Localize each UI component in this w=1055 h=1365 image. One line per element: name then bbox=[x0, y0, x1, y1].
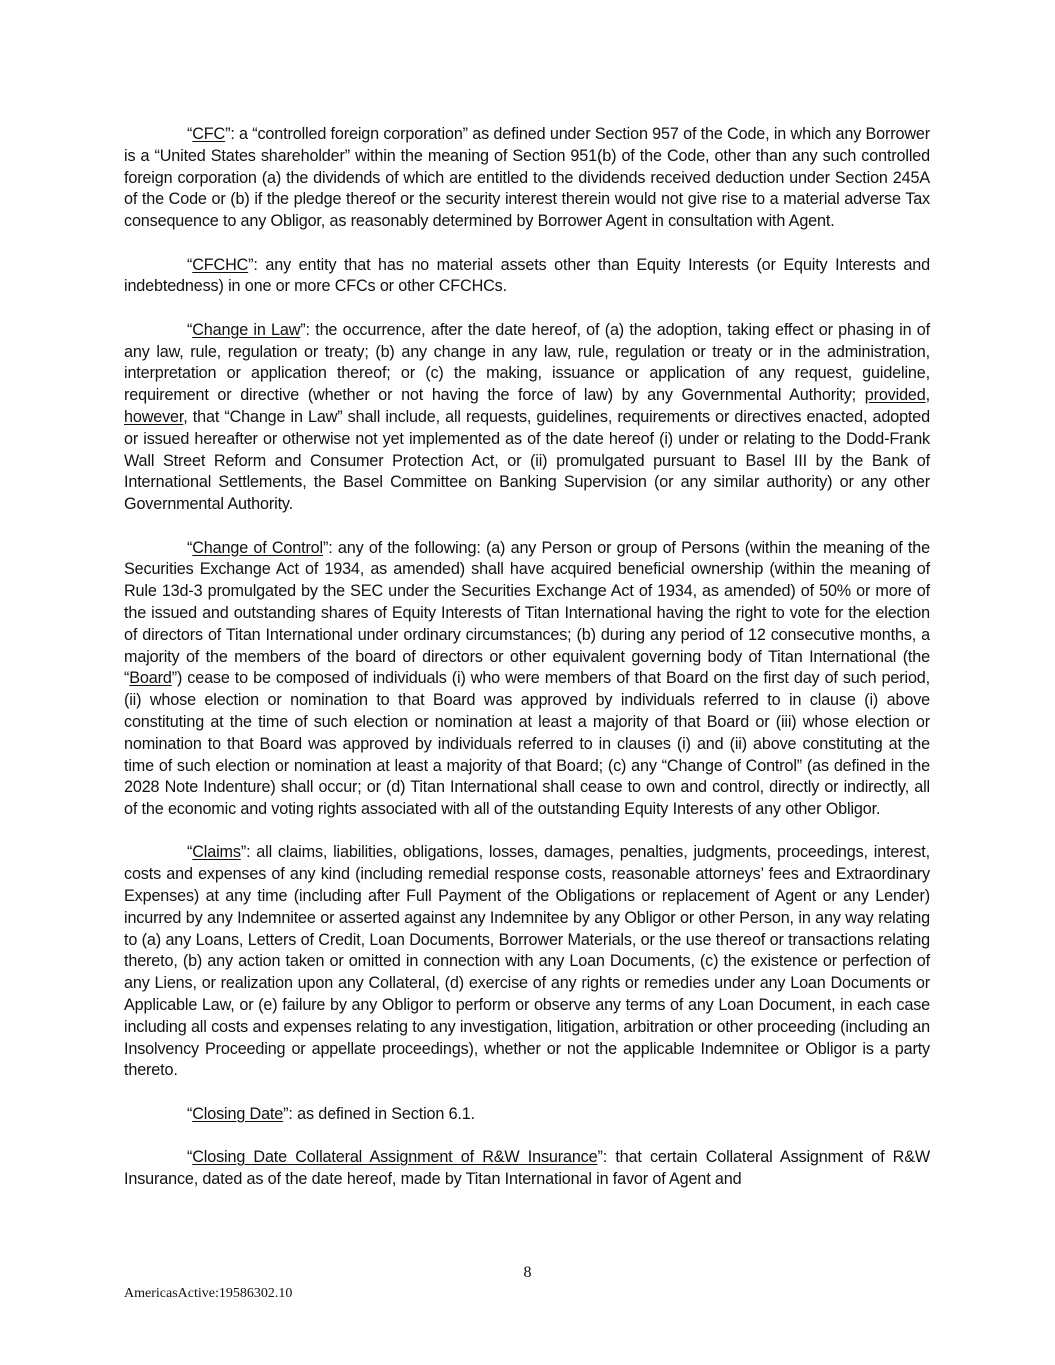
defined-term: Change of Control bbox=[192, 538, 323, 557]
defined-term-board: Board bbox=[129, 669, 172, 688]
document-body bbox=[124, 124, 930, 1212]
open-quote: “ bbox=[187, 255, 193, 274]
definition-closing-date bbox=[124, 1104, 930, 1126]
definition-text-continued: ”) cease to be composed of individuals (i) who were members of that Board on the first day of such period, (ii) whose election or nomination to that Board was approved by individuals referred to in clause (i) above constituting at the time of such election or nomination at least a majority of that Board or (iii) whose election or nomination to that Board was approved by individuals referred to in clauses (i) and (ii) above constituting at the time of such election or nomination at least a majority of that Board; (c) any “Change of Control” (as defined in the 2028 Note Indenture) shall occur; or (d) Titan International shall cease to own and control, directly or indirectly, all of the economic and voting rights associated with all of the outstanding Equity Interests of any other Obligor. bbox=[124, 669, 930, 819]
defined-term: CFCHC bbox=[192, 255, 249, 274]
definition-claims bbox=[124, 842, 930, 1082]
close-quote: ” bbox=[283, 1104, 289, 1123]
definition-text: : that certain Collateral Assignment of R&W Insurance, dated as of the date hereof, made by Titan International in favor of Agent and bbox=[124, 1148, 930, 1189]
definition-text: : the occurrence, after the date hereof, of (a) the adoption, taking effect or phasing in of any law, rule, regulation or treaty; (b) any change in any law, rule, regulation or treaty or in the administration, interpretation or application thereof; or (c) the making, issuance or application of any request, guideline, requirement or directive (whether or not having the force of law) by any Governmental Authority; bbox=[124, 320, 930, 405]
definition-text: : any entity that has no material assets other than Equity Interests (or Equity Interests and indebtedness) in one or more CFCs or other CFCHCs. bbox=[124, 255, 930, 296]
close-quote: ” bbox=[300, 320, 306, 339]
open-quote: “ bbox=[187, 843, 193, 862]
definition-change-in-law bbox=[124, 320, 930, 516]
definition-text: : as defined in Section 6.1. bbox=[288, 1104, 475, 1123]
close-quote: ” bbox=[322, 538, 329, 557]
defined-term: CFC bbox=[192, 125, 226, 143]
footer-document-id: AmericasActive:19586302.10 bbox=[124, 1286, 293, 1301]
open-quote: “ bbox=[187, 1104, 193, 1123]
open-quote: “ bbox=[187, 1148, 193, 1167]
defined-term: Closing Date Collateral Assignment of R&W Insurance bbox=[192, 1148, 598, 1167]
definition-cfc bbox=[124, 124, 930, 233]
definition-closing-date-collateral-assignment bbox=[124, 1147, 930, 1191]
definition-text: : a “controlled foreign corporation” as defined under Section 957 of the Code, in which any Borrower is a “United States shareholder” within the meaning of Section 951(b) of the Code, other than any such controlled foreign corporation (a) the dividends of which are entitled to the dividends received deduction under Section 245A of the Code or (b) if the pledge thereof or the security interest therein would not give rise to a material adverse Tax consequence to any Obligor, as reasonably determined by Borrower Agent in consultation with Agent. bbox=[124, 125, 930, 231]
defined-term: Claims bbox=[192, 843, 241, 862]
close-quote: ” bbox=[248, 255, 254, 274]
open-quote: “ bbox=[187, 320, 193, 339]
defined-term: Closing Date bbox=[192, 1104, 284, 1123]
underlined-however: however bbox=[124, 407, 184, 426]
page-number: 8 bbox=[523, 1264, 532, 1281]
open-quote: “ bbox=[187, 538, 193, 557]
definition-cfchc bbox=[124, 255, 930, 299]
definition-text: : all claims, liabilities, obligations, losses, damages, penalties, judgments, proceedings, interest, costs and expenses of any kind (including remedial response costs, reasonable attorneys’ fees and Extraordinary Expenses) at any time (including after Full Payment of the Obligations or replacement of Agent or any Lender) incurred by any Indemnitee or asserted against any Indemnitee by any Obligor or other Person, in any way relating to (a) any Loans, Letters of Credit, Loan Documents, Borrower Materials, or the use thereof or transactions relating thereto, (b) any action taken or omitted in connection with any Loan Documents, (c) the existence or perfection of any Liens, or realization upon any Collateral, (d) exercise of any rights or remedies under any Loan Documents or Applicable Law, or (e) failure by any Obligor to perform or observe any terms of any Loan Document, in each case including all costs and expenses relating to any investigation, litigation, arbitration or other proceeding (including an Insolvency Proceeding or appellate proceedings), whether or not the applicable Indemnitee or Obligor is a party thereto. bbox=[124, 843, 930, 1080]
close-quote: ” bbox=[225, 125, 231, 143]
definition-change-of-control bbox=[124, 538, 930, 821]
open-quote: “ bbox=[187, 125, 193, 143]
defined-term: Change in Law bbox=[192, 320, 301, 339]
underlined-provided: provided bbox=[864, 386, 926, 405]
definition-text-continued: , that “Change in Law” shall include, all requests, guidelines, requirements or directives enacted, adopted or issued hereafter or otherwise not yet implemented as of the date hereof (i) under or relating to the Dodd-Frank Wall Street Reform and Consumer Protection Act, or (ii) promulgated pursuant to Basel III by the Bank of International Settlements, the Basel Committee on Banking Supervision (or any similar authority) or any other Governmental Authority. bbox=[124, 407, 930, 514]
definition-text: : any of the following: (a) any Person or group of Persons (within the meaning of the Securities Exchange Act of 1934, as amended) shall have acquired beneficial ownership (within the meaning of Rule 13d-3 promulgated by the SEC under the Securities Exchange Act of 1934, as amended) of 50% or more of the issued and outstanding shares of Equity Interests of Titan International having the right to vote for the election of directors of Titan International under ordinary circumstances; (b) during any period of 12 consecutive months, a majority of the members of the board of directors or other equivalent governing body of Titan International (the “ bbox=[124, 538, 930, 688]
comma: , bbox=[925, 386, 930, 405]
close-quote: ” bbox=[597, 1148, 603, 1167]
close-quote: ” bbox=[240, 843, 247, 862]
